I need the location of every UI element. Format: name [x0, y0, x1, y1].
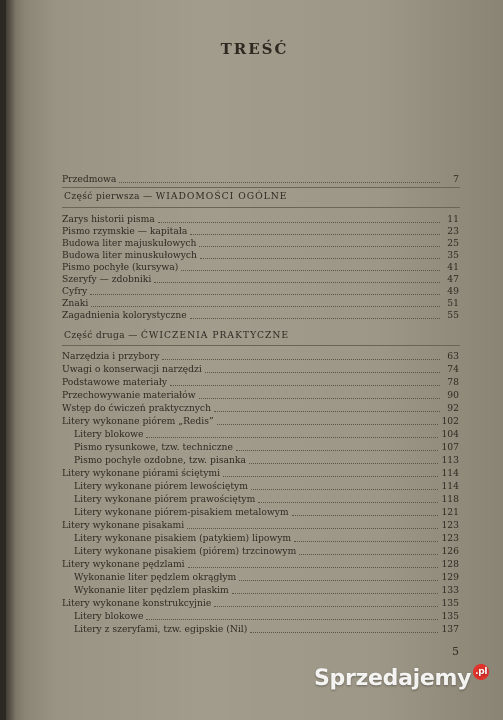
toc-subentry: Litery z szeryfami, tzw. egipskie (Nil) 137 [74, 624, 459, 635]
toc-entry: Litery wykonane pisakami 123 [62, 520, 459, 531]
toc-subentry: Pismo rysunkowe, tzw. techniczne 107 [74, 442, 459, 453]
toc-subentry: Wykonanie liter pędzlem płaskim 133 [74, 585, 459, 596]
toc-entry: Podstawowe materiały 78 [62, 377, 459, 388]
toc-subentry: Litery blokowe 135 [74, 611, 459, 622]
toc-entry: Pismo pochyłe (kursywa) 41 [62, 262, 459, 273]
section-divider [62, 207, 460, 208]
toc-subentry: Litery wykonane piórem lewościętym 114 [74, 481, 459, 492]
toc-subentry: Litery wykonane piórem-pisakiem metalowym 121 [74, 507, 459, 518]
toc-entry: Wstęp do ćwiczeń praktycznych 92 [62, 403, 459, 414]
toc-entry: Znaki 51 [62, 298, 459, 309]
leader-dots [119, 182, 440, 183]
toc-entry-page: 7 [453, 174, 459, 185]
toc-entry: Litery wykonane pędzlami 128 [62, 559, 459, 570]
section-divider [62, 187, 460, 188]
toc-entry: Zarys historii pisma 11 [62, 214, 459, 225]
toc-entry: Budowa liter minuskułowych 35 [62, 250, 459, 261]
toc-entry: Litery wykonane piórem „Redis” 102 [62, 416, 459, 427]
toc-entry: Pismo rzymskie — kapitała 23 [62, 226, 459, 237]
toc-entry: Uwagi o konserwacji narzędzi 74 [62, 364, 459, 375]
part1-prefix: Część pierwsza — [64, 191, 153, 202]
toc-subentry: Litery wykonane piórem prawościętym 118 [74, 494, 459, 505]
toc-entry: Szeryfy — zdobniki 47 [62, 274, 459, 285]
toc-entry: Narzędzia i przybory 63 [62, 351, 459, 362]
section-divider [62, 345, 460, 346]
toc-subentry: Pismo pochyłe ozdobne, tzw. pisanka 113 [74, 455, 459, 466]
toc-entry: Budowa liter majuskułowych 25 [62, 238, 459, 249]
watermark-badge: .pl [473, 664, 489, 680]
toc-subentry: Litery blokowe 104 [74, 429, 459, 440]
page-number: 5 [452, 645, 459, 658]
part2-title: ĆWICZENIA PRAKTYCZNE [140, 330, 290, 341]
part1-title: WIADOMOŚCI OGÓLNE [155, 191, 288, 202]
part2-heading [64, 330, 289, 341]
part2-prefix: Część druga — [64, 330, 138, 341]
page-title: TREŚĆ [220, 40, 289, 58]
toc-entry: Zagadnienia kolorystyczne 55 [62, 310, 459, 321]
book-page [6, 0, 503, 720]
toc-subentry: Wykonanie liter pędzlem okrągłym 129 [74, 572, 459, 583]
watermark-logo [314, 666, 489, 691]
toc-subentry: Litery wykonane pisakiem (piórem) trzcinowym 126 [74, 546, 459, 557]
toc-subentry: Litery wykonane pisakiem (patykiem) lipowym 123 [74, 533, 459, 544]
watermark-text: Sprzedajemy [314, 666, 472, 691]
part1-heading [64, 191, 287, 202]
toc-entry: Przechowywanie materiałów 90 [62, 390, 459, 401]
toc-entry: Cyfry 49 [62, 286, 459, 297]
toc-entry-intro [62, 172, 459, 185]
toc-entry-label: Przedmowa [62, 174, 117, 185]
toc-entry: Litery wykonane konstrukcyjnie 135 [62, 598, 459, 609]
toc-entry: Litery wykonane piórami ściętymi 114 [62, 468, 459, 479]
